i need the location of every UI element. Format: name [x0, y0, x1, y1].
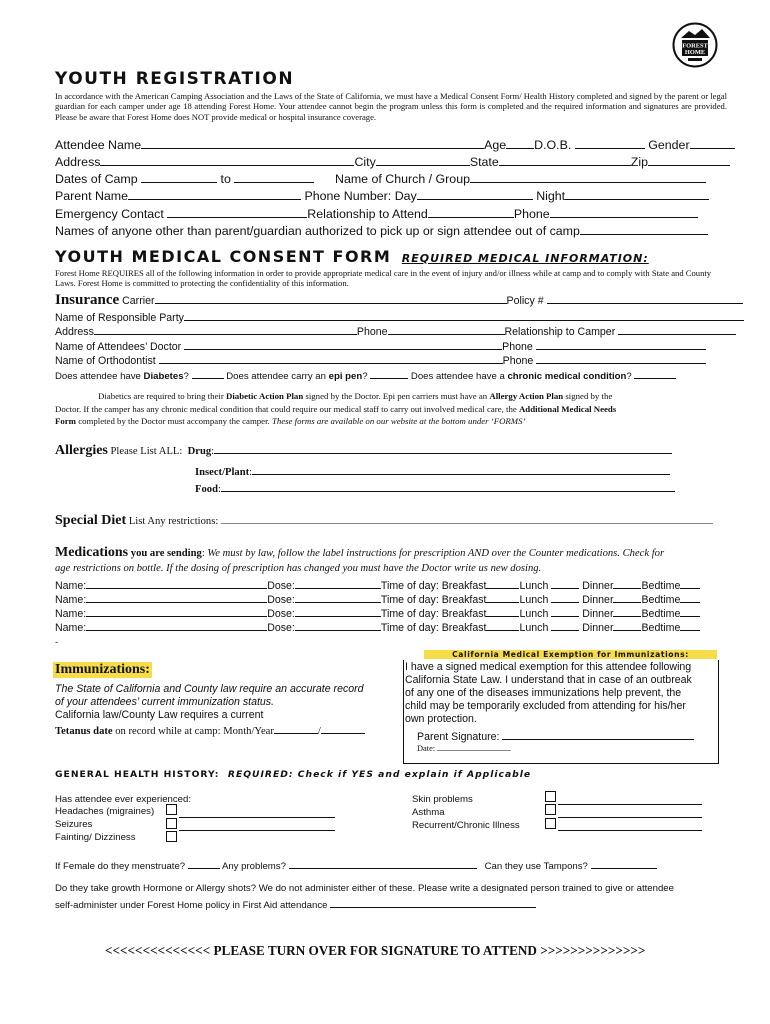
row-responsible [55, 309, 744, 324]
med-dinner-field[interactable] [613, 619, 641, 631]
exemption-title: California Medical Exemption for Immunizations: [424, 650, 717, 659]
emergency-contact-label: Emergency Contact [55, 207, 164, 221]
diet-field[interactable] [221, 512, 713, 524]
diabetes-field[interactable] [192, 367, 224, 379]
pickup-label: Names of anyone other than parent/guardian authorized to pick up or sign attendee out of camp [55, 224, 580, 238]
problems-label: Any problems? [221, 861, 286, 872]
epi-field[interactable] [370, 367, 408, 379]
ins-phone-field[interactable] [388, 323, 505, 335]
row-dates [55, 169, 706, 186]
row-insect: Insect/Plant: [195, 463, 670, 478]
emergency-contact-field[interactable] [167, 204, 307, 218]
diet-list-label: List Any restrictions: [128, 516, 219, 527]
dn-t8: Form [55, 416, 77, 426]
food-label: Food [195, 484, 218, 495]
fainting-checkbox[interactable] [166, 831, 177, 842]
med-bedtime-label: Bedtime [641, 608, 681, 620]
exemption-l2: California State Law. I understand that in case of an outbreak [405, 674, 692, 686]
med-bedtime-field[interactable] [680, 591, 700, 603]
health-required: REQUIRED: Check if YES and explain if Applicable [227, 769, 532, 780]
row-medications: Medications you are sending: We must by law, follow the label instructions for prescription AND over the Counter medications. Check for [55, 545, 665, 560]
chronic-field[interactable] [634, 367, 676, 379]
city-field[interactable] [376, 152, 470, 166]
chronic-q-c: ? [626, 371, 632, 382]
dn-t7: Additional Medical Needs [518, 404, 617, 414]
med-dose-field[interactable] [295, 591, 381, 603]
row-food: Food: [195, 480, 675, 495]
state-label: State [469, 155, 499, 169]
skin-label: Skin problems [412, 794, 473, 805]
orthodontist-phone-label: Phone [502, 355, 534, 367]
doctor-field[interactable] [184, 338, 502, 350]
med-name-field[interactable] [86, 577, 267, 589]
diabetes-q-c: ? [183, 371, 189, 382]
immunizations-heading: Immunizations: [55, 662, 150, 677]
row-allergies: Allergies Please List ALL: Drug: [55, 442, 672, 459]
asthma-checkbox[interactable] [545, 804, 556, 815]
row-conditions [55, 367, 676, 382]
dates-of-camp-label: Dates of Camp [55, 172, 138, 186]
med-bedtime-field[interactable] [680, 605, 700, 617]
relationship-field[interactable] [428, 204, 514, 218]
immunizations-text3: California law/County Law requires a current [55, 709, 264, 721]
phone-day-label: Phone Number: Day [304, 189, 417, 203]
health-title: GENERAL HEALTH HISTORY: [55, 769, 220, 780]
med-bedtime-label: Bedtime [641, 622, 681, 634]
dn-t2: Diabetic Action Plan [226, 391, 304, 401]
diabetes-note-line2 [55, 404, 616, 414]
med-lunch-label: Lunch [519, 622, 549, 634]
gender-label: Gender [648, 138, 690, 152]
special-diet-heading: Special Diet [55, 513, 127, 528]
epi-q-c: ? [362, 371, 368, 382]
med-dinner-field[interactable] [613, 577, 641, 589]
gender-field[interactable] [690, 135, 735, 149]
exemption-date-label: Date: [417, 744, 436, 753]
medical-consent-heading [55, 247, 649, 267]
church-field[interactable] [470, 169, 706, 183]
exemption-l5: own protection. [405, 713, 477, 725]
tetanus-label: Tetanus date [55, 726, 113, 737]
page-title: YOUTH REGISTRATION [55, 69, 295, 89]
insect-label: Insect/Plant [195, 467, 250, 478]
row-tetanus [55, 722, 365, 737]
row-ins-address [55, 323, 736, 338]
dob-label: D.O.B. [534, 138, 572, 152]
intro-paragraph: In accordance with the American Camping Association and the Laws of the State of California, we must have a Medical Consent Form/ Health History completed and signed by the parent or legal guardian for each camper under age 18 attending Forest Home. Your attendee cannot begin the program unless this form is completed and the required information and signatures are provided. Please be aware that Forest Home does NOT provide medical or hospital insurance coverage. [55, 91, 727, 122]
dash-mark: - [55, 637, 59, 648]
diabetes-note-line3 [55, 416, 525, 426]
carrier-label: Carrier [122, 295, 155, 307]
doctor-phone-label: Phone [502, 341, 533, 353]
medications-heading: Medications [55, 545, 129, 560]
relationship-camper-label: Relationship to Camper [504, 326, 616, 338]
illness-explain-field[interactable] [558, 819, 702, 831]
zip-label: Zip [630, 155, 648, 169]
exemption-l4: child may be temporarily excluded from attending for his/her [405, 700, 686, 712]
row-insurance [55, 292, 743, 309]
required-medical-info: REQUIRED MEDICAL INFORMATION: [401, 252, 649, 265]
med-lunch-field[interactable] [551, 591, 579, 603]
allergies-heading: Allergies [55, 443, 108, 458]
policy-field[interactable] [547, 292, 743, 304]
headaches-label: Headaches (migraines) [55, 806, 155, 817]
med-bedtime-field[interactable] [680, 619, 700, 631]
medications-note2-row [55, 563, 541, 574]
medications-note2: age restrictions on bottle. If the dosing of prescription has changed you must have the Doctor write us new dosing. [55, 563, 542, 574]
exemption-date-field[interactable] [437, 741, 511, 751]
parent-name-field[interactable] [128, 186, 301, 200]
parent-name-label: Parent Name [55, 189, 129, 203]
med-breakfast-field[interactable] [486, 605, 519, 617]
problems-field[interactable] [289, 857, 477, 869]
tetanus-rest: on record while at camp: Month/Year [112, 726, 274, 737]
state-field[interactable] [499, 152, 631, 166]
dn-t10: These forms are available on our website at the bottom under ‘FORMS’ [271, 416, 526, 426]
food-field[interactable] [221, 480, 675, 492]
dn-t6: Doctor. If the camper has any chronic medical condition that could require our medical staff to carry out involved medical care, the [55, 404, 519, 414]
med-dinner-field[interactable] [613, 591, 641, 603]
med-dose-field[interactable] [295, 577, 381, 589]
med-dose-label: Dose: [267, 622, 295, 634]
epi-q-a: Does attendee carry an [226, 371, 329, 382]
menstruate-label: If Female do they menstruate? [55, 861, 186, 872]
asthma-label: Asthma [412, 807, 445, 818]
chronic-q-b: chronic medical condition [507, 371, 627, 382]
city-label: City [354, 155, 376, 169]
age-field[interactable] [506, 135, 534, 149]
growth-line1: Do they take growth Hormone or Allergy shots? We do not administer either of these. Please write a designated person trained to give or attendee [55, 883, 674, 894]
med-name-label: Name: [55, 594, 87, 606]
row-attendee [55, 135, 735, 152]
diabetes-q-a: Does attendee have [55, 371, 144, 382]
pickup-field[interactable] [580, 221, 708, 235]
responsible-party-label: Name of Responsible Party [55, 312, 184, 324]
address-field[interactable] [100, 152, 354, 166]
med-time-label: Time of day: Breakfast [380, 580, 487, 592]
medication-row [55, 591, 700, 606]
skin-explain-field[interactable] [558, 793, 702, 805]
ins-phone-label: Phone [356, 326, 388, 338]
dn-t1: Diabetics are required to bring their [98, 391, 226, 401]
orthodontist-phone-field[interactable] [536, 352, 706, 364]
carrier-field[interactable] [155, 292, 507, 304]
tetanus-month-field[interactable] [274, 722, 318, 734]
forest-home-logo [672, 22, 718, 68]
illness-checkbox[interactable] [545, 818, 556, 829]
emergency-phone-field[interactable] [550, 204, 698, 218]
med-dinner-label: Dinner [582, 594, 614, 606]
med-name-field[interactable] [86, 591, 267, 603]
insect-field[interactable] [252, 463, 670, 475]
med-lunch-label: Lunch [519, 608, 549, 620]
med-name-label: Name: [55, 580, 87, 592]
dn-t3: signed by the Doctor. Epi pen carriers must have an [303, 391, 490, 401]
row-growth2 [55, 896, 536, 911]
age-label: Age [484, 138, 507, 152]
chronic-q-a: Does attendee have a [410, 371, 508, 382]
medications-sending: you are sending [130, 548, 202, 559]
tetanus-year-field[interactable] [321, 722, 365, 734]
med-lunch-field[interactable] [551, 577, 579, 589]
headaches-explain-field[interactable] [179, 806, 335, 818]
medical-intro: Forest Home REQUIRES all of the following information in order to provide appropriate medical care in the event of injury and/or illness while at camp and to comply with State and County Laws. Forest Home is committed to protecting the confidentiality of this information. [55, 268, 712, 289]
row-diet [55, 512, 713, 529]
drug-label: Drug [187, 446, 212, 457]
medication-row [55, 605, 700, 620]
asthma-explain-field[interactable] [558, 806, 702, 818]
seizures-checkbox[interactable] [166, 818, 177, 829]
health-heading [55, 769, 531, 780]
logo-line1: FOREST [682, 42, 708, 50]
dn-t4: Allergy Action Plan [489, 391, 564, 401]
med-name-label: Name: [55, 622, 87, 634]
tetanus-slash: / [317, 726, 321, 737]
growth-line2: self-administer under Forest Home policy in First Aid attendance [55, 900, 328, 911]
med-breakfast-field[interactable] [486, 591, 519, 603]
experienced-label: Has attendee ever experienced: [55, 794, 191, 805]
relationship-camper-field[interactable] [618, 323, 736, 335]
med-lunch-field[interactable] [551, 605, 579, 617]
med-bedtime-label: Bedtime [641, 580, 681, 592]
med-dose-label: Dose: [267, 580, 295, 592]
med-name-field[interactable] [86, 605, 267, 617]
med-dinner-label: Dinner [582, 580, 614, 592]
tampons-field[interactable] [591, 857, 657, 869]
insurance-heading: Insurance [55, 292, 120, 308]
med-dinner-label: Dinner [582, 622, 614, 634]
relationship-label: Relationship to Attend [307, 207, 428, 221]
med-lunch-field[interactable] [551, 619, 579, 631]
parent-signature-label: Parent Signature: [417, 731, 500, 743]
exemption-l1: I have a signed medical exemption for this attendee following [405, 661, 692, 673]
headaches-checkbox[interactable] [166, 804, 177, 815]
designated-person-field[interactable] [330, 896, 536, 908]
epi-q-b: epi pen [328, 371, 363, 382]
diabetes-q-b: Diabetes [143, 371, 184, 382]
medications-note1: We must by law, follow the label instructions for prescription AND over the Counter medications. Check for [207, 548, 665, 559]
doctor-label: Name of Attendees’ Doctor [55, 341, 182, 353]
drug-field[interactable] [214, 442, 672, 454]
row-female [55, 857, 657, 872]
policy-label: Policy # [506, 295, 544, 307]
night-label: Night [536, 189, 566, 203]
attendee-name-label: Attendee Name [55, 138, 142, 152]
medication-row [55, 619, 700, 634]
med-dose-field[interactable] [295, 619, 381, 631]
skin-checkbox[interactable] [545, 791, 556, 802]
med-lunch-label: Lunch [519, 594, 549, 606]
med-dose-label: Dose: [267, 608, 295, 620]
address-label: Address [55, 155, 101, 169]
seizures-label: Seizures [55, 819, 93, 830]
medication-row [55, 577, 700, 592]
dates-end-field[interactable] [234, 169, 314, 183]
med-breakfast-field[interactable] [486, 619, 519, 631]
to-label: to [220, 172, 231, 186]
zip-field[interactable] [648, 152, 730, 166]
phone-day-field[interactable] [417, 186, 533, 200]
responsible-party-field[interactable] [184, 309, 744, 321]
row-address [55, 152, 730, 169]
attendee-name-field[interactable] [141, 135, 484, 149]
tampons-label: Can they use Tampons? [484, 861, 588, 872]
dn-t9: completed by the Doctor must accompany the camper. [76, 416, 272, 426]
fainting-label: Fainting/ Dizziness [55, 832, 136, 843]
night-field[interactable] [565, 186, 709, 200]
row-emergency [55, 204, 698, 221]
med-dose-label: Dose: [267, 594, 295, 606]
row-parent [55, 186, 709, 203]
row-orthodontist [55, 352, 706, 367]
med-time-label: Time of day: Breakfast [380, 608, 487, 620]
immunizations-text1: The State of California and County law require an accurate record [55, 683, 364, 695]
med-lunch-label: Lunch [519, 580, 549, 592]
med-dose-field[interactable] [295, 605, 381, 617]
med-breakfast-field[interactable] [486, 577, 519, 589]
allergies-list-label: Please List ALL: [110, 446, 183, 457]
med-dinner-field[interactable] [613, 605, 641, 617]
med-time-label: Time of day: Breakfast [380, 594, 487, 606]
row-doctor [55, 338, 706, 353]
row-exemption-date [417, 741, 511, 753]
dn-t5: signed by the [563, 391, 613, 401]
church-label: Name of Church / Group [335, 172, 470, 186]
ins-address-field[interactable] [94, 323, 357, 335]
med-bedtime-field[interactable] [680, 577, 700, 589]
med-bedtime-label: Bedtime [641, 594, 681, 606]
seizures-explain-field[interactable] [179, 819, 335, 831]
illness-label: Recurrent/Chronic Illness [412, 820, 520, 831]
row-pickup [55, 221, 708, 238]
emergency-phone-label: Phone [513, 207, 550, 221]
medical-consent-title: YOUTH MEDICAL CONSENT FORM [55, 247, 392, 266]
dob-field[interactable] [575, 135, 645, 149]
orthodontist-label: Name of Orthodontist [55, 355, 156, 367]
med-name-label: Name: [55, 608, 87, 620]
ins-address-label: Address [55, 326, 94, 338]
menstruate-field[interactable] [188, 857, 220, 869]
logo-line2: HOME [684, 49, 706, 56]
orthodontist-field[interactable] [159, 352, 503, 364]
med-dinner-label: Dinner [582, 608, 614, 620]
med-time-label: Time of day: Breakfast [380, 622, 487, 634]
med-name-field[interactable] [86, 619, 267, 631]
turn-over-notice: <<<<<<<<<<<<<< PLEASE TURN OVER FOR SIGNATURE TO ATTEND >>>>>>>>>>>>>> [105, 943, 646, 958]
doctor-phone-field[interactable] [536, 338, 706, 350]
immunizations-text2: of your attendees’ current immunization status. [55, 696, 275, 708]
diabetes-note-line1 [98, 391, 612, 401]
exemption-l3: of any one of the diseases immunizations help prevent, the [405, 687, 682, 699]
dates-start-field[interactable] [141, 169, 217, 183]
parent-signature-field[interactable] [502, 728, 694, 740]
